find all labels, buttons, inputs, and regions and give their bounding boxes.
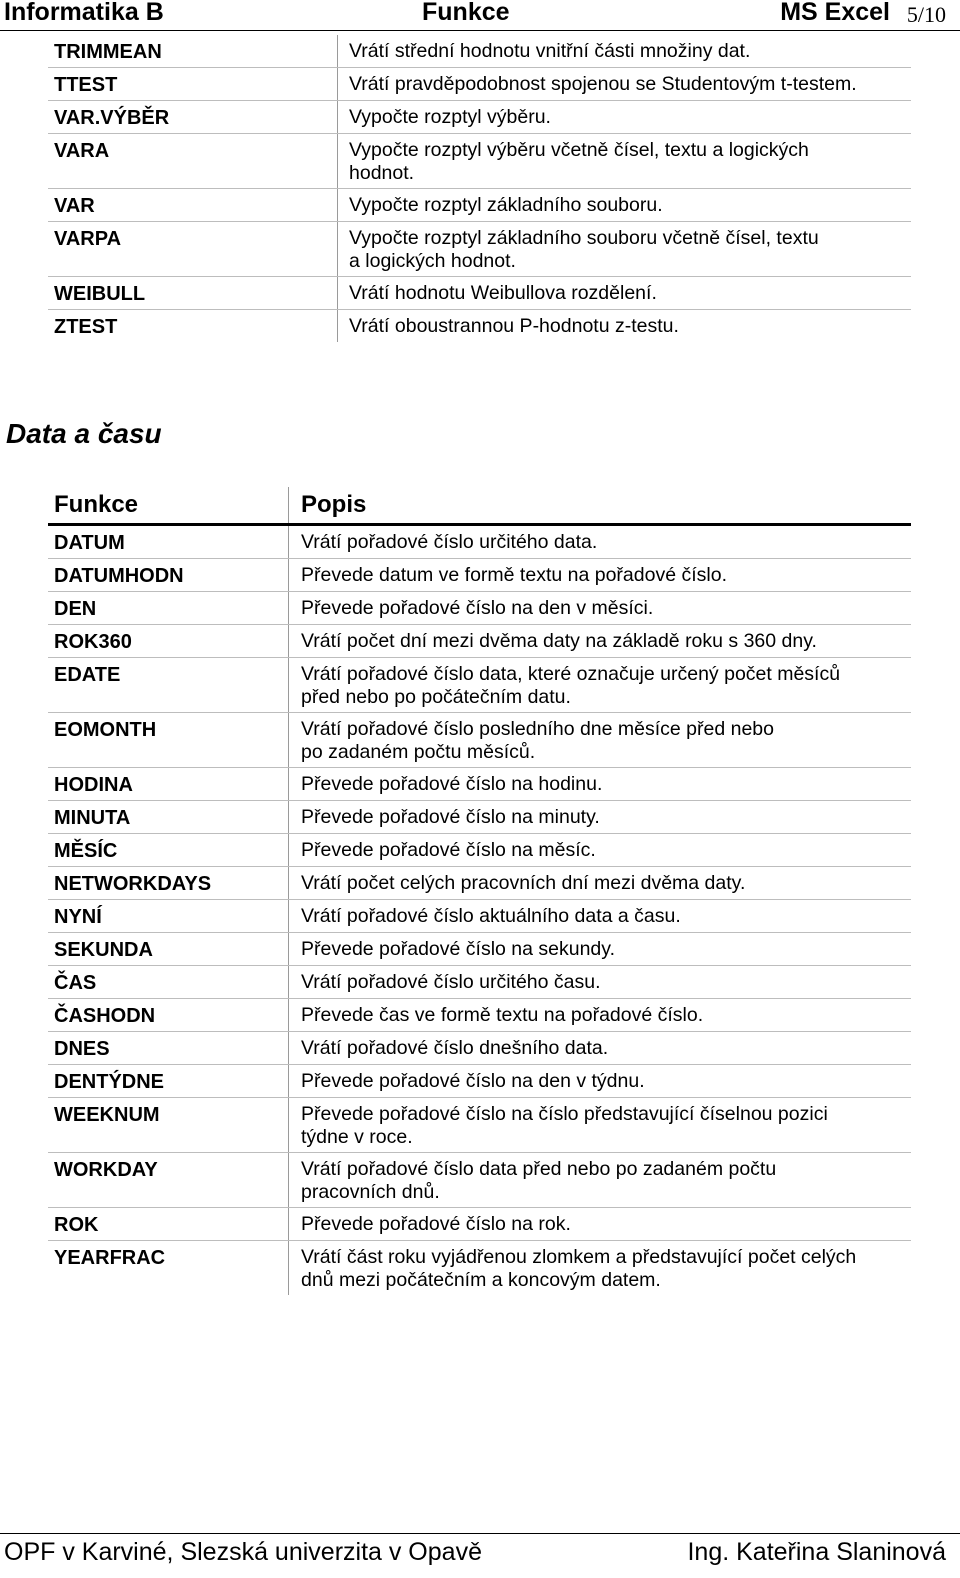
function-name: MĚSÍC	[54, 840, 118, 862]
function-name: NETWORKDAYS	[54, 873, 212, 895]
function-description	[288, 526, 911, 558]
function-description	[337, 310, 911, 342]
function-name: DATUM	[54, 532, 125, 554]
table-row	[48, 526, 911, 559]
statistical-functions-table	[48, 35, 911, 342]
function-name: DATUMHODN	[54, 565, 184, 587]
function-description	[337, 277, 911, 309]
function-name: WEEKNUM	[54, 1104, 160, 1126]
author: Ing. Kateřina Slaninová	[687, 1538, 946, 1566]
function-name: TTEST	[54, 74, 118, 96]
table-row	[48, 1153, 911, 1208]
function-name: ROK	[54, 1214, 99, 1236]
description-line: Vypočte rozptyl výběru.	[349, 106, 551, 128]
function-description	[288, 1098, 911, 1152]
table-row	[48, 966, 911, 999]
function-description	[288, 1208, 911, 1240]
description-line: Vypočte rozptyl výběru včetně čísel, textu a logických	[349, 139, 809, 161]
function-description	[288, 1153, 911, 1207]
description-line: Převede pořadové číslo na rok.	[301, 1213, 571, 1235]
table-row	[48, 68, 911, 101]
table-row	[48, 189, 911, 222]
chapter-title: Funkce	[422, 0, 510, 26]
function-name: YEARFRAC	[54, 1247, 166, 1269]
function-description	[288, 658, 911, 712]
description-line: Vrátí část roku vyjádřenou zlomkem a představující počet celých	[301, 1246, 857, 1268]
description-line: po zadaném počtu měsíců.	[301, 741, 536, 763]
section-heading: Data a času	[6, 418, 162, 449]
description-line: Vrátí pravděpodobnost spojenou se Studentovým t-testem.	[349, 73, 857, 95]
function-description	[288, 900, 911, 932]
description-line: Vrátí pořadové číslo aktuálního data a času.	[301, 905, 681, 927]
function-description	[288, 1241, 911, 1295]
table-row	[48, 277, 911, 310]
description-line: Vrátí oboustrannou P-hodnotu z-testu.	[349, 315, 679, 337]
function-name: EOMONTH	[54, 719, 157, 741]
table-row	[48, 625, 911, 658]
function-description	[288, 592, 911, 624]
description-line: Převede čas ve formě textu na pořadové číslo.	[301, 1004, 704, 1026]
description-line: Převede pořadové číslo na den v měsíci.	[301, 597, 654, 619]
function-name: NYNÍ	[54, 906, 102, 928]
page-header	[0, 0, 960, 31]
table-row	[48, 35, 911, 68]
function-name: DEN	[54, 598, 97, 620]
table-row	[48, 592, 911, 625]
function-description	[337, 134, 911, 188]
function-name: VARA	[54, 140, 110, 162]
description-line: Vrátí pořadové číslo posledního dne měsíce před nebo	[301, 718, 774, 740]
function-name: VARPA	[54, 228, 122, 250]
function-description	[337, 35, 911, 67]
description-line: Převede pořadové číslo na sekundy.	[301, 938, 615, 960]
function-description	[288, 559, 911, 591]
function-description	[288, 1032, 911, 1064]
function-description	[288, 801, 911, 833]
table-row	[48, 999, 911, 1032]
function-description	[288, 867, 911, 899]
function-description	[288, 1065, 911, 1097]
function-name: WORKDAY	[54, 1159, 158, 1181]
table-row	[48, 867, 911, 900]
description-line: Převede pořadové číslo na číslo představující číselnou pozici	[301, 1103, 828, 1125]
function-description	[337, 222, 911, 276]
function-name: SEKUNDA	[54, 939, 153, 961]
function-name: TRIMMEAN	[54, 41, 162, 63]
institution: OPF v Karviné, Slezská univerzita v Opavě	[4, 1538, 482, 1566]
description-line: Vrátí pořadové číslo určitého data.	[301, 531, 598, 553]
description-line: Převede pořadové číslo na hodinu.	[301, 773, 603, 795]
function-description	[288, 625, 911, 657]
table-row	[48, 310, 911, 342]
table-row	[48, 1065, 911, 1098]
table-row	[48, 559, 911, 592]
function-description	[337, 68, 911, 100]
description-line: Vrátí hodnotu Weibullova rozdělení.	[349, 282, 657, 304]
description-line: Převede pořadové číslo na minuty.	[301, 806, 600, 828]
function-description	[337, 189, 911, 221]
function-name: MINUTA	[54, 807, 131, 829]
table-row	[48, 1032, 911, 1065]
date-time-functions-table	[48, 487, 911, 1295]
software-title: MS Excel	[780, 0, 890, 26]
description-line: Vypočte rozptyl základního souboru.	[349, 194, 663, 216]
table-row	[48, 1208, 911, 1241]
function-name: EDATE	[54, 664, 121, 686]
function-name: WEIBULL	[54, 283, 146, 305]
description-line: Vrátí počet dní mezi dvěma daty na základě roku s 360 dny.	[301, 630, 817, 652]
function-name: DENTÝDNE	[54, 1071, 165, 1093]
table-row	[48, 1241, 911, 1295]
description-line: a logických hodnot.	[349, 250, 516, 272]
table-row	[48, 900, 911, 933]
table-row	[48, 1098, 911, 1153]
table-row	[48, 134, 911, 189]
description-line: hodnot.	[349, 162, 415, 184]
table-row	[48, 834, 911, 867]
column-header-description: Popis	[288, 487, 911, 523]
function-description	[288, 834, 911, 866]
function-description	[288, 933, 911, 965]
table-row	[48, 768, 911, 801]
description-line: před nebo po počátečním datu.	[301, 686, 571, 708]
function-description	[337, 101, 911, 133]
description-line: Vrátí počet celých pracovních dní mezi dvěma daty.	[301, 872, 746, 894]
description-line: dnů mezi počátečním a koncovým datem.	[301, 1269, 661, 1291]
description-line: Vrátí pořadové číslo data, které označuje určený počet měsíců	[301, 663, 841, 685]
table-header-row	[48, 487, 911, 526]
table-row	[48, 713, 911, 768]
table-row	[48, 933, 911, 966]
description-line: Vrátí pořadové číslo určitého času.	[301, 971, 601, 993]
column-header-function: Funkce	[54, 491, 139, 518]
description-line: Převede pořadové číslo na den v týdnu.	[301, 1070, 645, 1092]
function-name: VAR	[54, 195, 95, 217]
description-line: Převede datum ve formě textu na pořadové číslo.	[301, 564, 727, 586]
table-row	[48, 801, 911, 834]
function-name: HODINA	[54, 774, 133, 796]
function-name: VAR.VÝBĚR	[54, 107, 170, 129]
description-line: týdne v roce.	[301, 1126, 413, 1148]
function-name: ČASHODN	[54, 1005, 156, 1027]
description-line: Vrátí střední hodnotu vnitřní části množiny dat.	[349, 40, 751, 62]
description-line: Převede pořadové číslo na měsíc.	[301, 839, 596, 861]
function-name: ROK360	[54, 631, 132, 653]
table-row	[48, 101, 911, 134]
description-line: Vypočte rozptyl základního souboru včetně čísel, textu	[349, 227, 819, 249]
table-row	[48, 222, 911, 277]
description-line: pracovních dnů.	[301, 1181, 440, 1203]
function-description	[288, 999, 911, 1031]
page-number: 5/10	[906, 2, 946, 27]
function-description	[288, 713, 911, 767]
table-row	[48, 658, 911, 713]
function-description	[288, 768, 911, 800]
function-name: ZTEST	[54, 316, 118, 338]
page-footer	[0, 1533, 960, 1574]
function-name: ČAS	[54, 972, 97, 994]
description-line: Vrátí pořadové číslo dnešního data.	[301, 1037, 609, 1059]
function-description	[288, 966, 911, 998]
description-line: Vrátí pořadové číslo data před nebo po zadaném počtu	[301, 1158, 777, 1180]
function-name: DNES	[54, 1038, 110, 1060]
course-title: Informatika B	[4, 0, 164, 26]
